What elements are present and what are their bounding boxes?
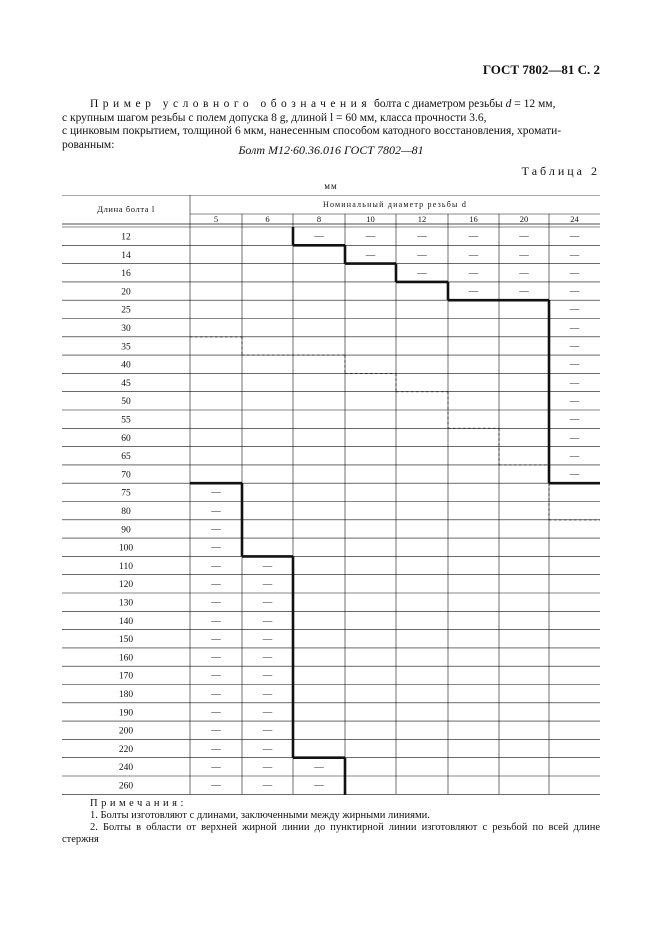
length-label: 110: [119, 561, 133, 572]
dash-mark: —: [211, 762, 221, 773]
length-label: 180: [118, 690, 134, 700]
dash-mark: —: [211, 744, 221, 755]
length-label: 50: [121, 397, 131, 408]
dash-mark: —: [569, 360, 580, 371]
dash-mark: —: [468, 286, 479, 297]
diameter-label: 20: [519, 214, 529, 224]
dash-mark: —: [519, 250, 529, 261]
length-label: 140: [118, 616, 134, 627]
length-label: 20: [121, 287, 131, 298]
page-header-ref: ГОСТ 7802—81 С. 2: [482, 62, 600, 77]
dash-mark: —: [262, 781, 273, 791]
notes-block: [62, 798, 600, 846]
dash-mark: —: [519, 268, 529, 279]
dash-mark: —: [211, 598, 221, 608]
dash-mark: —: [211, 781, 221, 791]
example-lead: Пример условного обозначения: [90, 98, 372, 110]
dash-mark: —: [569, 378, 580, 389]
dash-mark: —: [262, 744, 273, 755]
diameter-label: 24: [570, 214, 579, 224]
length-label: 16: [121, 269, 131, 280]
dash-mark: —: [262, 616, 273, 627]
dash-mark: —: [365, 250, 376, 261]
dash-mark: —: [569, 469, 580, 480]
bolt-length-table: [62, 195, 602, 795]
dash-mark: —: [262, 671, 273, 682]
length-label: 40: [121, 360, 131, 371]
example-line-4: рованным:: [62, 138, 115, 151]
diameter-label: 16: [469, 214, 478, 224]
dash-mark: —: [211, 689, 221, 700]
dash-mark: —: [211, 671, 221, 682]
example-symbol-d: d: [505, 98, 512, 110]
bolt-designation: Болт М12·60.36.016 ГОСТ 7802—81: [238, 143, 424, 157]
length-label: 60: [121, 433, 131, 444]
dash-mark: —: [314, 781, 324, 791]
row-header-label: Длина болта l: [97, 204, 155, 214]
length-label: 160: [118, 653, 134, 664]
dash-mark: —: [365, 232, 376, 242]
example-line-2: с крупным шагом резьбы с полем допуска 8 g, длиной l = 60 мм, класса прочности 3.6,: [62, 111, 487, 124]
length-label: 55: [121, 415, 131, 426]
example-line-1: [62, 98, 600, 112]
dash-mark: —: [569, 415, 580, 425]
length-label: 130: [118, 598, 134, 609]
dash-mark: —: [211, 543, 221, 554]
dash-mark: —: [211, 561, 221, 572]
example-line-3: с цинковым покрытием, толщиной 6 мкм, нанесенным способом катодного восстановления, хромати-: [62, 125, 562, 137]
length-label: 35: [121, 342, 131, 353]
notes-title: Примечания:: [90, 798, 187, 809]
dash-mark: —: [211, 524, 221, 535]
length-label: 30: [121, 324, 131, 334]
dash-mark: —: [262, 652, 273, 663]
length-label: 14: [121, 250, 131, 261]
dash-mark: —: [211, 616, 221, 627]
dash-mark: —: [417, 232, 427, 242]
dash-mark: —: [262, 707, 273, 718]
dash-mark: —: [211, 634, 221, 645]
length-label: 45: [121, 378, 131, 389]
length-label: 12: [121, 232, 131, 243]
note-item-2: 2. Болты в области от верхней жирной линии до пунктирной линии изготовляют с резьбой по всей длине стержня: [62, 822, 600, 845]
length-label: 75: [121, 488, 131, 499]
length-label: 100: [118, 543, 134, 554]
dash-mark: —: [569, 451, 580, 462]
table-unit: мм: [324, 181, 338, 191]
length-label: 190: [118, 708, 134, 719]
length-label: 200: [118, 726, 134, 737]
dash-mark: —: [314, 232, 324, 242]
dash-mark: —: [262, 762, 273, 773]
dash-mark: —: [211, 579, 221, 590]
length-label: 70: [121, 470, 131, 481]
dash-mark: —: [262, 579, 273, 590]
dash-mark: —: [569, 323, 580, 334]
note-item-1: 1. Болты изготовляют с длинами, заключенными между жирными линиями.: [90, 810, 430, 821]
dash-mark: —: [569, 286, 580, 297]
length-label: 80: [121, 507, 131, 517]
length-label: 260: [118, 781, 134, 792]
length-label: 120: [118, 580, 134, 591]
example-text-3: = 12 мм,: [511, 98, 556, 110]
diameter-label: 5: [213, 214, 219, 224]
dash-mark: —: [569, 305, 580, 316]
dash-mark: —: [569, 433, 580, 444]
dash-mark: —: [569, 232, 580, 242]
dash-mark: —: [417, 268, 427, 279]
dash-mark: —: [569, 396, 580, 407]
example-text-1: болта с диаметром резьбы: [371, 98, 503, 110]
dash-mark: —: [569, 250, 580, 261]
length-label: 65: [121, 452, 131, 463]
dash-mark: —: [262, 726, 273, 737]
dash-mark: —: [211, 726, 221, 737]
length-label: 90: [121, 525, 131, 536]
col-group-header: Номинальный диаметр резьбы d: [322, 200, 468, 209]
dash-mark: —: [314, 762, 324, 773]
dash-mark: —: [468, 232, 479, 242]
dash-mark: —: [417, 250, 427, 261]
dash-mark: —: [468, 250, 479, 261]
dash-mark: —: [468, 268, 479, 279]
dash-mark: —: [519, 286, 529, 297]
length-label: 150: [118, 635, 134, 646]
dash-mark: —: [262, 561, 273, 572]
dash-mark: —: [211, 488, 221, 499]
diameter-label: 12: [417, 214, 427, 224]
length-label: 220: [118, 744, 134, 755]
length-label: 170: [118, 671, 134, 682]
length-label: 240: [118, 763, 134, 774]
dash-mark: —: [262, 689, 273, 700]
table-number: Таблица 2: [521, 164, 600, 178]
dash-mark: —: [569, 268, 580, 279]
dash-mark: —: [262, 598, 273, 608]
diameter-label: 10: [366, 214, 375, 224]
dash-mark: —: [569, 341, 580, 352]
dash-mark: —: [211, 652, 221, 663]
dash-mark: —: [262, 634, 273, 645]
diameter-label: 8: [316, 214, 322, 224]
dash-mark: —: [211, 707, 221, 718]
dash-mark: —: [211, 506, 221, 517]
length-label: 25: [121, 305, 131, 316]
dash-mark: —: [519, 232, 529, 242]
diameter-label: 6: [265, 214, 270, 224]
